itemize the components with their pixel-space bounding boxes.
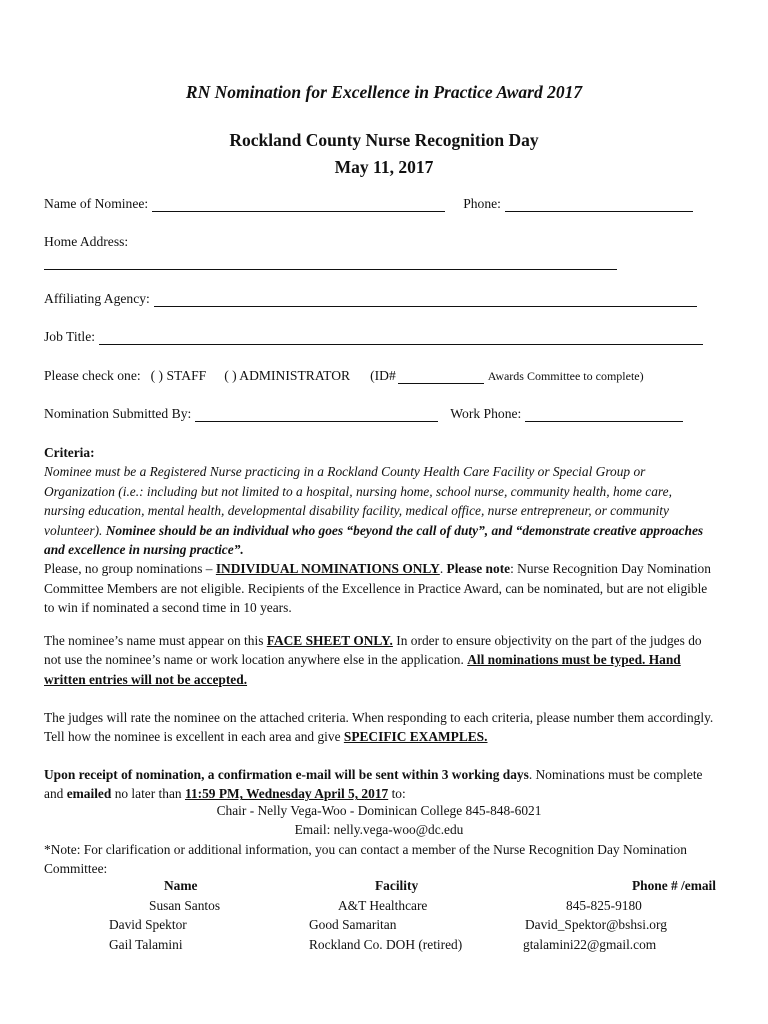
job-row xyxy=(44,329,703,345)
id-label: (ID# xyxy=(370,368,396,383)
committee-table xyxy=(44,876,714,954)
table-row: David Spektor Good Samaritan David_Spektor@bshsi.org xyxy=(109,917,667,933)
agency-field[interactable] xyxy=(154,293,697,307)
criteria-eligibility-text: Nominee must be a Registered Nurse practicing in a Rockland County Health Care Facility or Special Group or Organization (i.e.: including but not limited to a hospital, nursing home, school nurse, community health, home care, nursing education, mental health, developmental disability facility, medical office, nurse entrepreneur, or community volunteer). xyxy=(44,464,672,538)
face-sheet-only-text: FACE SHEET ONLY. xyxy=(266,633,393,648)
nominee-label: Name of Nominee: xyxy=(44,196,149,211)
committee-header-row xyxy=(44,876,714,896)
staff-checkbox[interactable]: ( ) STAFF xyxy=(150,368,207,383)
submitted-row xyxy=(44,406,683,422)
receipt-paragraph: Upon receipt of nomination, a confirmation e-mail will be sent within 3 working days. Nominations must be complete and emailed no later than 11:59 PM, Wednesday April 5, 2017 to: xyxy=(44,767,703,802)
please-note-text: : Nurse Recognition Day Nomination Committee Members are not eligible. Recipients of the Excellence in Practice Award, can be nominated, but are not eligible to win if nominated a second time in 10 years. xyxy=(44,561,711,616)
specific-examples-text: SPECIFIC EXAMPLES. xyxy=(343,729,488,745)
agency-row xyxy=(44,291,697,307)
address-field[interactable] xyxy=(44,256,617,270)
job-title-field[interactable] xyxy=(99,331,703,345)
submitted-label: Nomination Submitted By: xyxy=(44,406,192,421)
chair-contact xyxy=(44,801,714,840)
individual-only-text: INDIVIDUAL NOMINATIONS ONLY xyxy=(215,561,440,577)
address-label: Home Address: xyxy=(44,234,129,249)
please-note-label: Please note xyxy=(446,561,511,577)
typed-only-text: All nominations must be typed. Hand written entries will not be accepted. xyxy=(44,652,681,687)
check-label: Please check one: xyxy=(44,368,141,383)
work-phone-label: Work Phone: xyxy=(450,406,522,421)
event-heading xyxy=(0,127,768,181)
contact-column-header: Phone # /email xyxy=(631,878,716,893)
submitted-by-field[interactable] xyxy=(195,408,438,422)
id-note: Awards Committee to complete) xyxy=(487,369,644,383)
phone-label: Phone: xyxy=(463,196,501,211)
criteria-body xyxy=(44,462,714,559)
nominee-name-field[interactable] xyxy=(152,198,445,212)
work-phone-field[interactable] xyxy=(525,408,683,422)
deadline-text: 11:59 PM, Wednesday April 5, 2017 xyxy=(184,786,389,802)
criteria-group-note: Please, no group nominations – INDIVIDUAL NOMINATIONS ONLY. Please note: Nurse Recognition Day Nomination Committee Members are not eligible. Recipients of the Excellence in Practice Award, can be nominated, but are not eligible to win if nominated a second time in 10 years. xyxy=(44,561,711,616)
criteria-emphasis-text: Nominee should be an individual who goes “beyond the call of duty”, and “demonstrate creative approaches and excellence in nursing practice”. xyxy=(44,522,704,558)
criteria-heading: Criteria: xyxy=(44,445,95,460)
event-date: May 11, 2017 xyxy=(334,157,434,177)
facesheet-paragraph: The nominee’s name must appear on this FACE SHEET ONLY. In order to ensure objectivity on the part of the judges do not use the nominee’s name or work location anywhere else in the application. All nominations must be typed. Hand written entries will not be accepted. xyxy=(44,633,702,687)
clarification-note: *Note: For clarification or additional information, you can contact a member of the Nurse Recognition Day Nomination Committee: xyxy=(44,842,687,877)
agency-label: Affiliating Agency: xyxy=(44,291,150,306)
administrator-checkbox[interactable]: ( ) ADMINISTRATOR xyxy=(224,368,351,383)
event-name: Rockland County Nurse Recognition Day xyxy=(229,130,539,150)
chair-line: Chair - Nelly Vega-Woo - Dominican College 845-848-6021 xyxy=(216,803,542,818)
address-row xyxy=(44,234,128,250)
table-row: Gail Talamini Rockland Co. DOH (retired) gtalamini22@gmail.com xyxy=(109,936,657,952)
job-label: Job Title: xyxy=(44,329,96,344)
id-field[interactable] xyxy=(398,370,484,384)
nominee-row xyxy=(44,196,693,212)
table-row: Susan Santos A&T Healthcare 845-825-9180 xyxy=(149,897,642,913)
award-title: RN Nomination for Excellence in Practice Award 2017 xyxy=(185,82,583,102)
name-column-header: Name xyxy=(164,878,198,893)
check-row xyxy=(44,368,644,384)
criteria-section xyxy=(44,443,714,618)
phone-field[interactable] xyxy=(505,198,693,212)
judges-paragraph: The judges will rate the nominee on the attached criteria. When responding to each criteria, please number them accordingly. Tell how the nominee is excellent in each area and give SPECIFIC EXAMPLES. xyxy=(44,710,714,745)
facility-column-header: Facility xyxy=(375,878,419,893)
chair-email[interactable]: Email: nelly.vega-woo@dc.edu xyxy=(294,822,464,838)
